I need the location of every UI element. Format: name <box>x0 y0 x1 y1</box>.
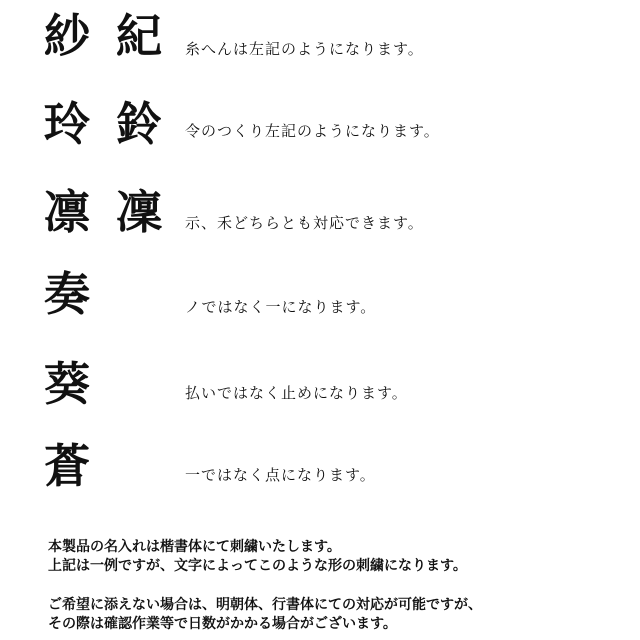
kanji-row-rei-rin <box>0 98 640 154</box>
footer-line-3: ご希望に添えない場合は、明朝体、行書体にての対応が可能ですが、 <box>48 597 482 613</box>
footer-line-1: 本製品の名入れは楷書体にて刺繍いたします。 <box>48 539 341 555</box>
kanji-sa: 紗 <box>44 9 90 63</box>
note-rei-tsukuri: 令のつくり左記のようになります。 <box>185 122 440 140</box>
note-itohen: 糸へんは左記のようになります。 <box>185 40 424 58</box>
kanji-row-kanade <box>0 268 640 324</box>
kanji-kanade: 奏 <box>44 267 90 321</box>
kanji-ki: 紀 <box>116 9 162 63</box>
note-no-ichi: ノではなく一になります。 <box>185 298 377 316</box>
note-ichi-ten: 一ではなく点になります。 <box>185 466 376 484</box>
kanji-aoi: 葵 <box>44 357 90 411</box>
kanji-suzu: 鈴 <box>116 97 162 151</box>
kanji-row-ao <box>0 440 640 496</box>
kanji-ao: 蒼 <box>44 439 90 493</box>
kanji-row-rin <box>0 186 640 242</box>
footer-line-4: その際は確認作業等で日数がかかる場合がございます。 <box>48 616 397 632</box>
kanji-rei: 玲 <box>44 97 90 151</box>
note-shimesu-nogi: 示、禾どちらとも対応できます。 <box>185 214 424 232</box>
kanji-row-aoi <box>0 358 640 414</box>
kanji-row-sa-ki <box>0 10 640 66</box>
note-harai-tome: 払いではなく止めになります。 <box>185 384 408 402</box>
kanji-rin-2: 凜 <box>116 185 162 239</box>
kanji-rin-1: 凛 <box>44 185 90 239</box>
footer-line-2: 上記は一例ですが、文字によってこのような形の刺繍になります。 <box>48 558 467 574</box>
